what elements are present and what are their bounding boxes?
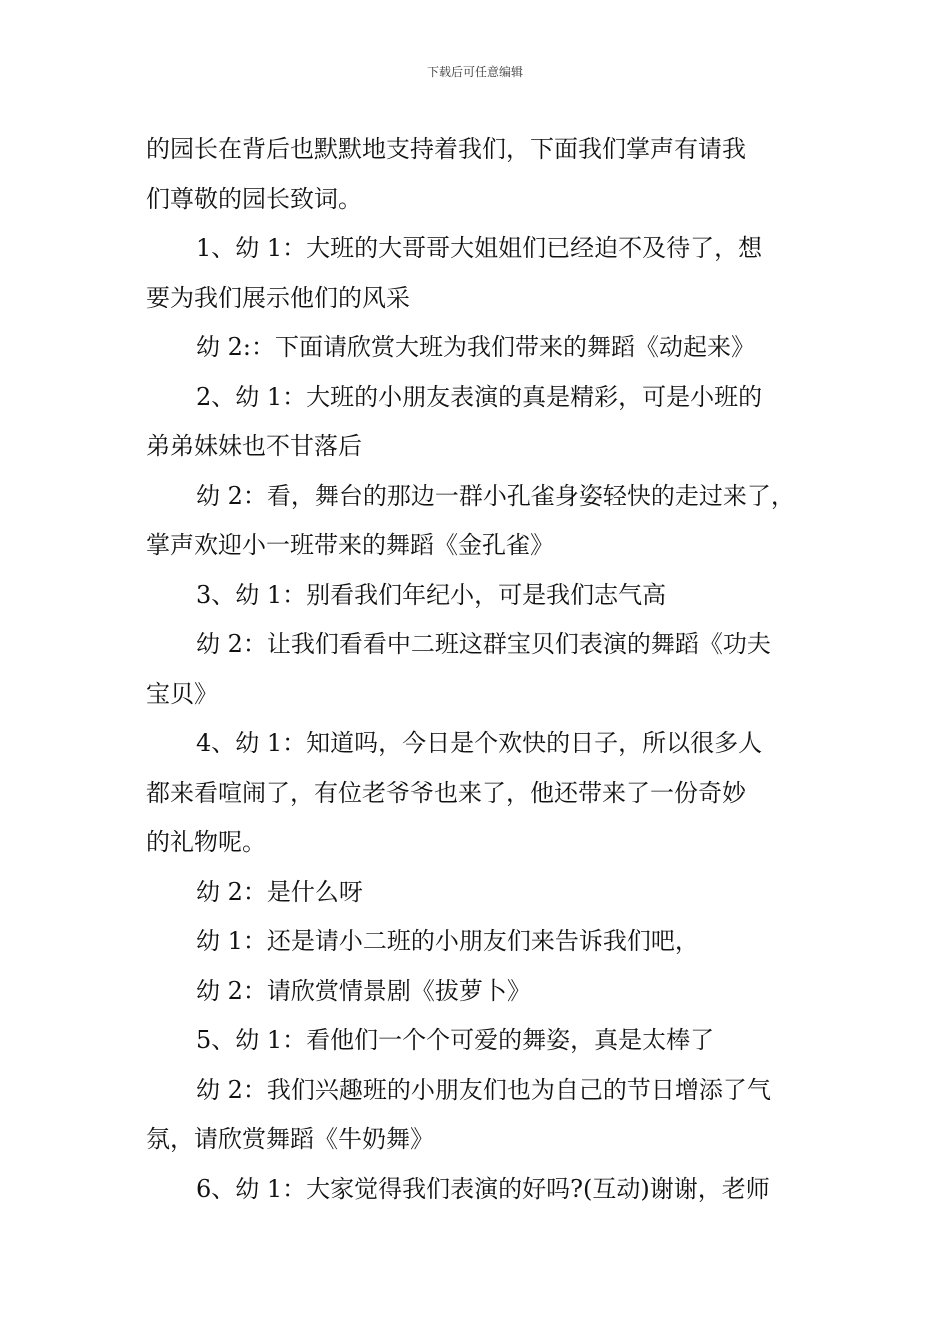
text-line: 要为我们展示他们的风采 (146, 283, 410, 312)
document-body (146, 125, 814, 1214)
text-line: 1、幼 1：大班的大哥哥大姐姐们已经迫不及待了，想 (196, 234, 763, 262)
text-line: 幼 2：是什么呀 (196, 877, 363, 906)
text-line: 3、幼 1：别看我们年纪小，可是我们志气高 (196, 580, 667, 609)
text-line: 4、幼 1：知道吗，今日是个欢快的日子，所以很多人 (196, 729, 763, 757)
text-line: 的礼物呢。 (146, 828, 266, 856)
text-line: 都来看喧闹了，有位老爷爷也来了，他还带来了一份奇妙 (146, 778, 746, 807)
text-line: 的园长在背后也默默地支持着我们，下面我们掌声有请我 (146, 135, 746, 163)
text-line: 掌声欢迎小一班带来的舞蹈《金孔雀》 (146, 531, 554, 559)
text-line: 氛，请欣赏舞蹈《牛奶舞》 (146, 1125, 434, 1153)
text-line: 5、幼 1：看他们一个个可爱的舞姿，真是太棒了 (196, 1026, 715, 1054)
text-line: 幼 2：请欣赏情景剧《拔萝卜》 (196, 976, 531, 1005)
text-line: 们尊敬的园长致词。 (146, 184, 362, 213)
text-line: 幼 2：看，舞台的那边一群小孔雀身姿轻快的走过来了， (196, 481, 795, 510)
text-line: 幼 2:：下面请欣赏大班为我们带来的舞蹈《动起来》 (196, 333, 755, 361)
text-line: 幼 1：还是请小二班的小朋友们来告诉我们吧， (196, 927, 699, 955)
page-header: 下载后可任意编辑 (426, 65, 523, 79)
text-line: 弟弟妹妹也不甘落后 (146, 432, 362, 460)
text-line: 2、幼 1：大班的小朋友表演的真是精彩，可是小班的 (196, 382, 763, 411)
text-line: 幼 2：我们兴趣班的小朋友们也为自己的节日增添了气 (196, 1075, 771, 1104)
text-line: 宝贝》 (146, 679, 218, 708)
text-line: 幼 2：让我们看看中二班这群宝贝们表演的舞蹈《功夫 (196, 630, 771, 658)
text-line: 6、幼 1：大家觉得我们表演的好吗?(互动)谢谢，老师 (196, 1174, 770, 1203)
